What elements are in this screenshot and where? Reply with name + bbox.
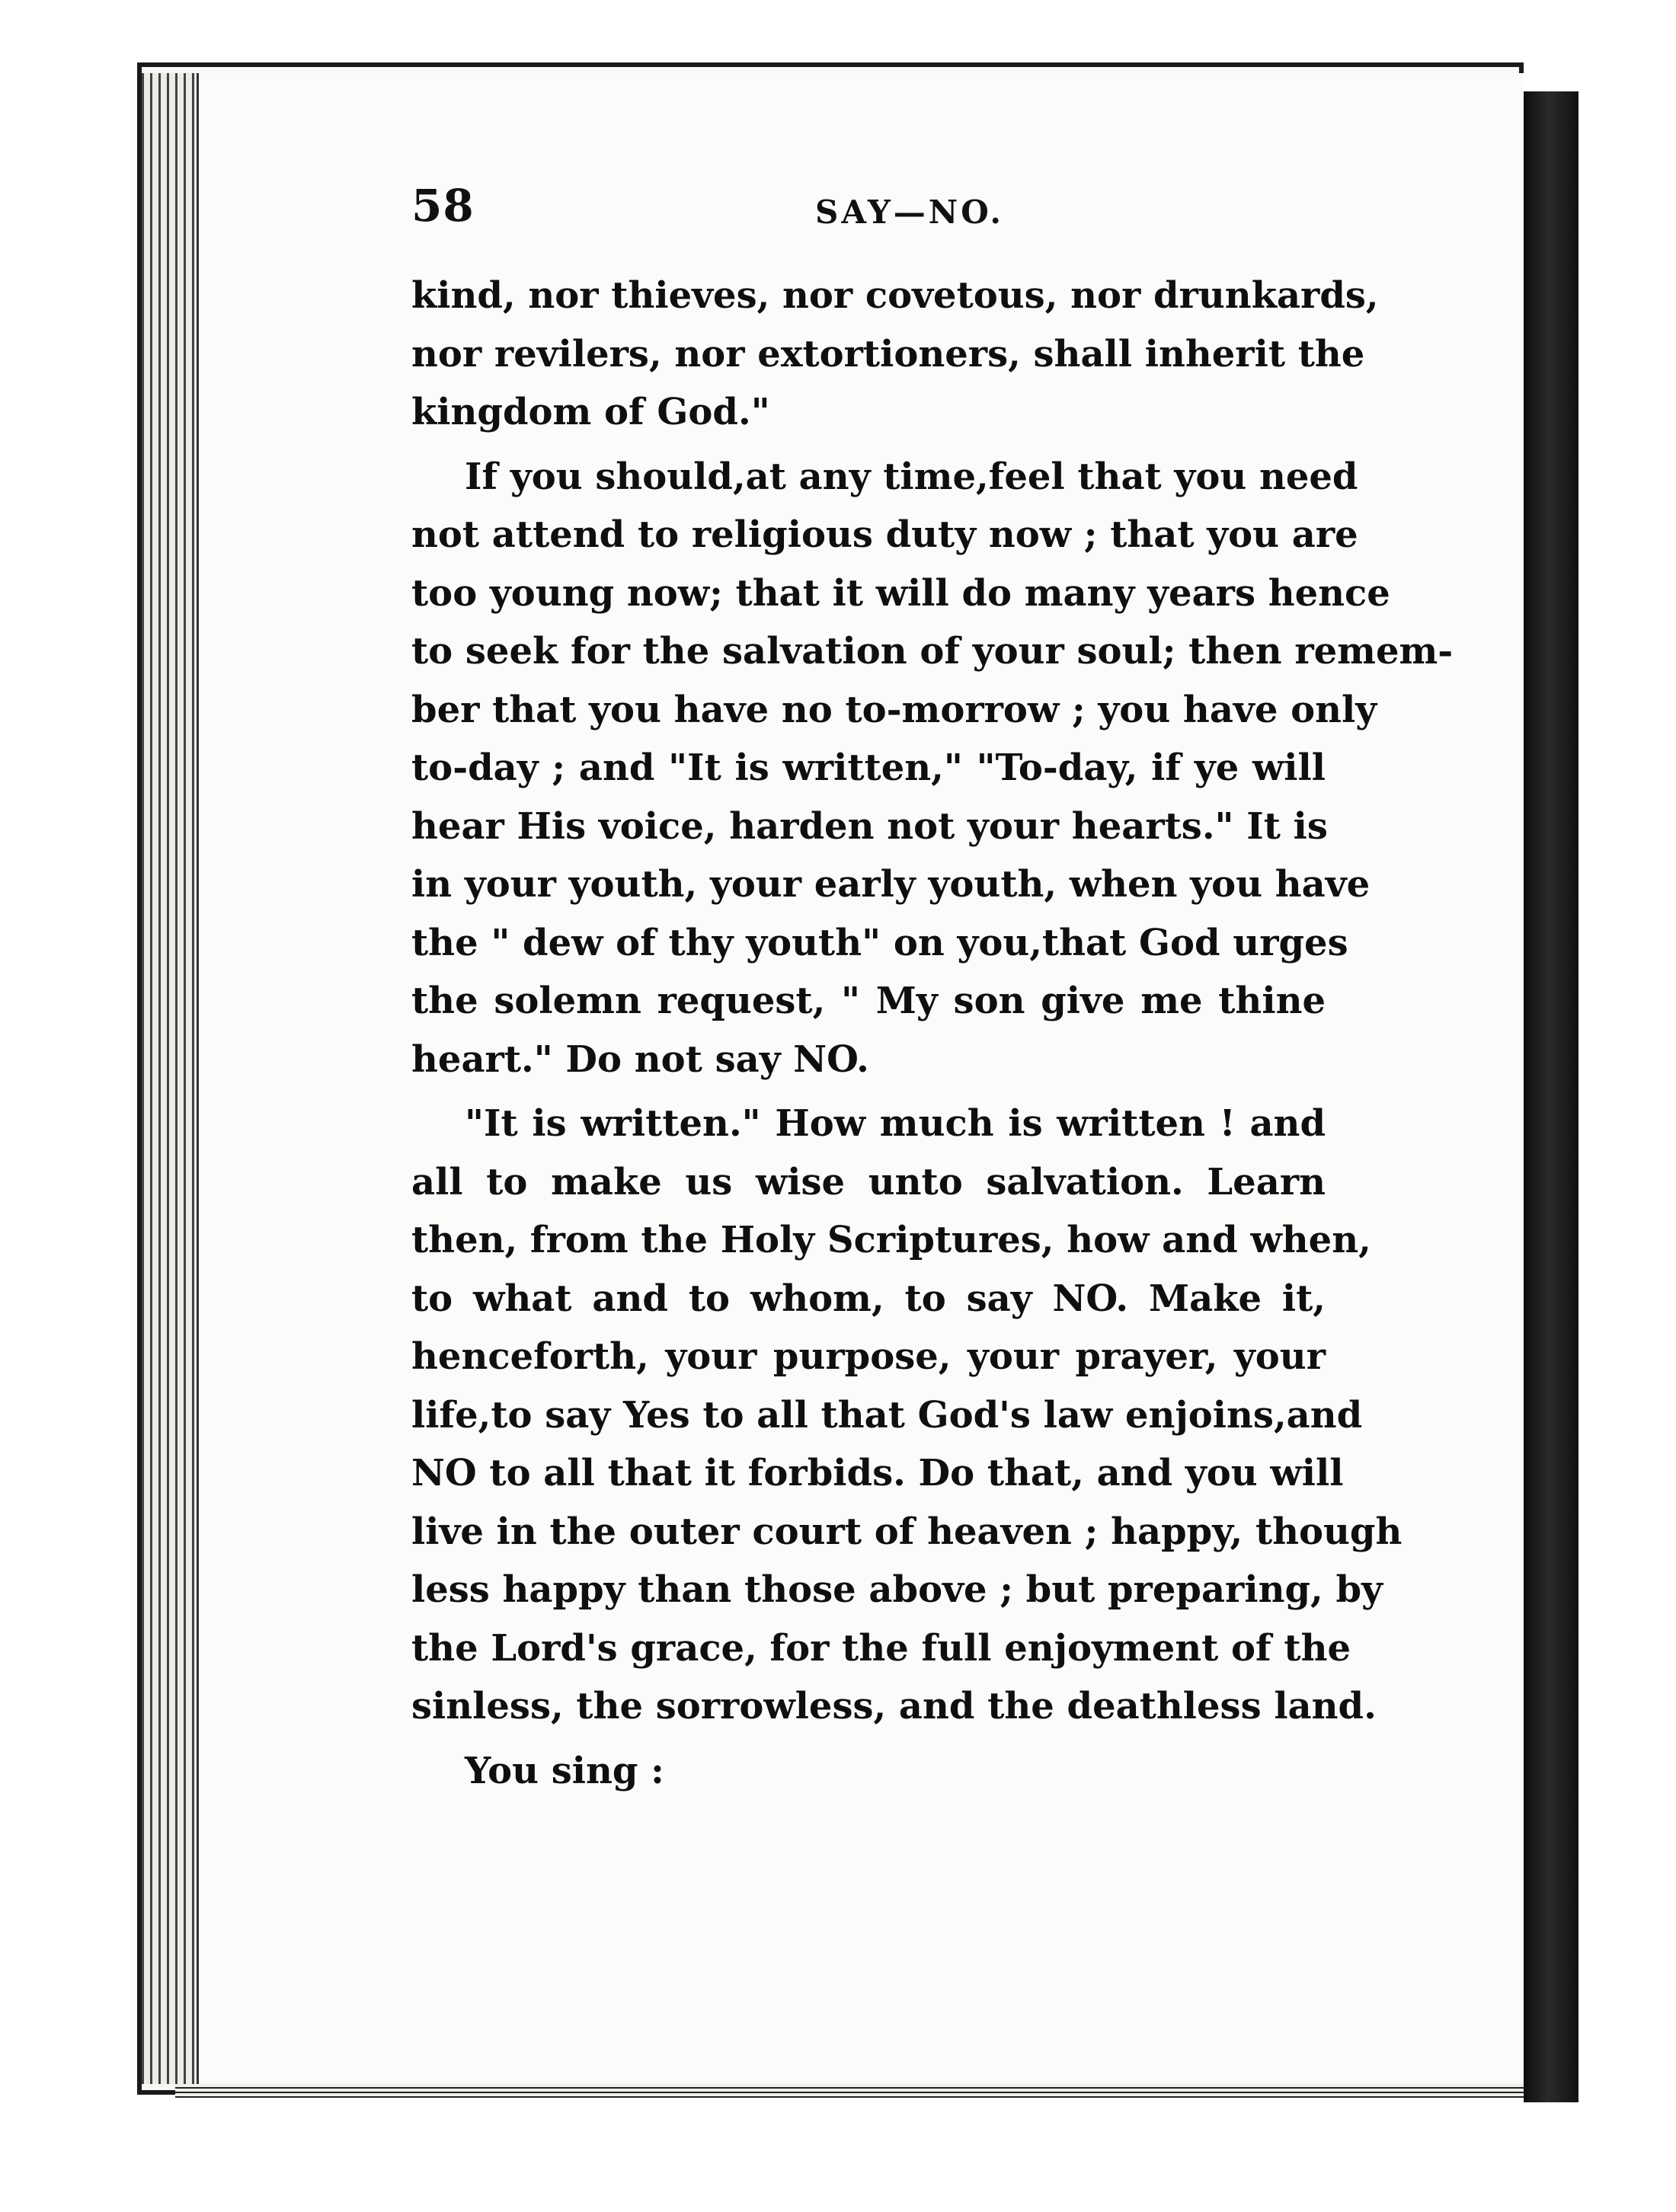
text-line: the solemn request, " My son give me thine <box>411 980 1326 1022</box>
text-line: heart." Do not say NO. <box>411 1037 869 1081</box>
text-line: then, from the Holy Scriptures, how and when, <box>411 1219 1371 1261</box>
text-line: live in the outer court of heaven ; happy, though <box>411 1510 1403 1553</box>
page-number: 58 <box>411 180 475 232</box>
text-line: ber that you have no to-morrow ; you have only <box>411 688 1377 731</box>
text-line: to-day ; and "It is written," "To-day, if ye will <box>411 746 1326 789</box>
paragraph-3 <box>411 1095 1403 1736</box>
text-line: henceforth, your purpose, your prayer, your <box>411 1335 1326 1378</box>
text-line: to seek for the salvation of your soul; then remem- <box>411 630 1454 673</box>
running-title: SAY—NO. <box>815 193 1004 231</box>
text-line: life,to say Yes to all that God's law enjoins,and <box>411 1393 1363 1437</box>
text-line: hear His voice, harden not your hearts." It is <box>411 804 1328 848</box>
text-line: less happy than those above ; but preparing, by <box>411 1568 1383 1611</box>
text-line: to what and to whom, to say NO. Make it, <box>411 1277 1326 1320</box>
facing-page-binding <box>1524 91 1578 2102</box>
paragraph-4 <box>411 1742 1326 1801</box>
text-line: sinless, the sorrowless, and the deathless land. <box>411 1685 1377 1728</box>
text-line: NO to all that it forbids. Do that, and you will <box>411 1452 1344 1494</box>
page-bottom-edge <box>175 2084 1524 2098</box>
page-stack-edge <box>142 73 197 2084</box>
body-text <box>411 267 1454 1800</box>
text-line: "It is written." How much is written ! and <box>465 1102 1326 1145</box>
text-line: too young now; that it will do many years hence <box>411 571 1390 615</box>
text-line: in your youth, your early youth, when you have <box>411 863 1371 906</box>
text-line: If you should,at any time,feel that you need <box>465 455 1358 498</box>
text-line: nor revilers, nor extortioners, shall inherit the <box>411 332 1365 376</box>
text-line: kind, nor thieves, nor covetous, nor drunkards, <box>411 274 1379 317</box>
text-line: You sing : <box>465 1749 664 1792</box>
text-line: kingdom of God." <box>411 391 770 433</box>
text-line: the Lord's grace, for the full enjoyment of the <box>411 1626 1351 1670</box>
text-line: the " dew of thy youth" on you,that God urges <box>411 921 1348 964</box>
text-line: all to make us wise unto salvation. Learn <box>411 1160 1326 1203</box>
paragraph-2 <box>411 448 1454 1089</box>
paragraph-1 <box>411 267 1379 442</box>
running-header <box>411 180 1326 241</box>
text-line: not attend to religious duty now ; that you are <box>411 513 1358 556</box>
